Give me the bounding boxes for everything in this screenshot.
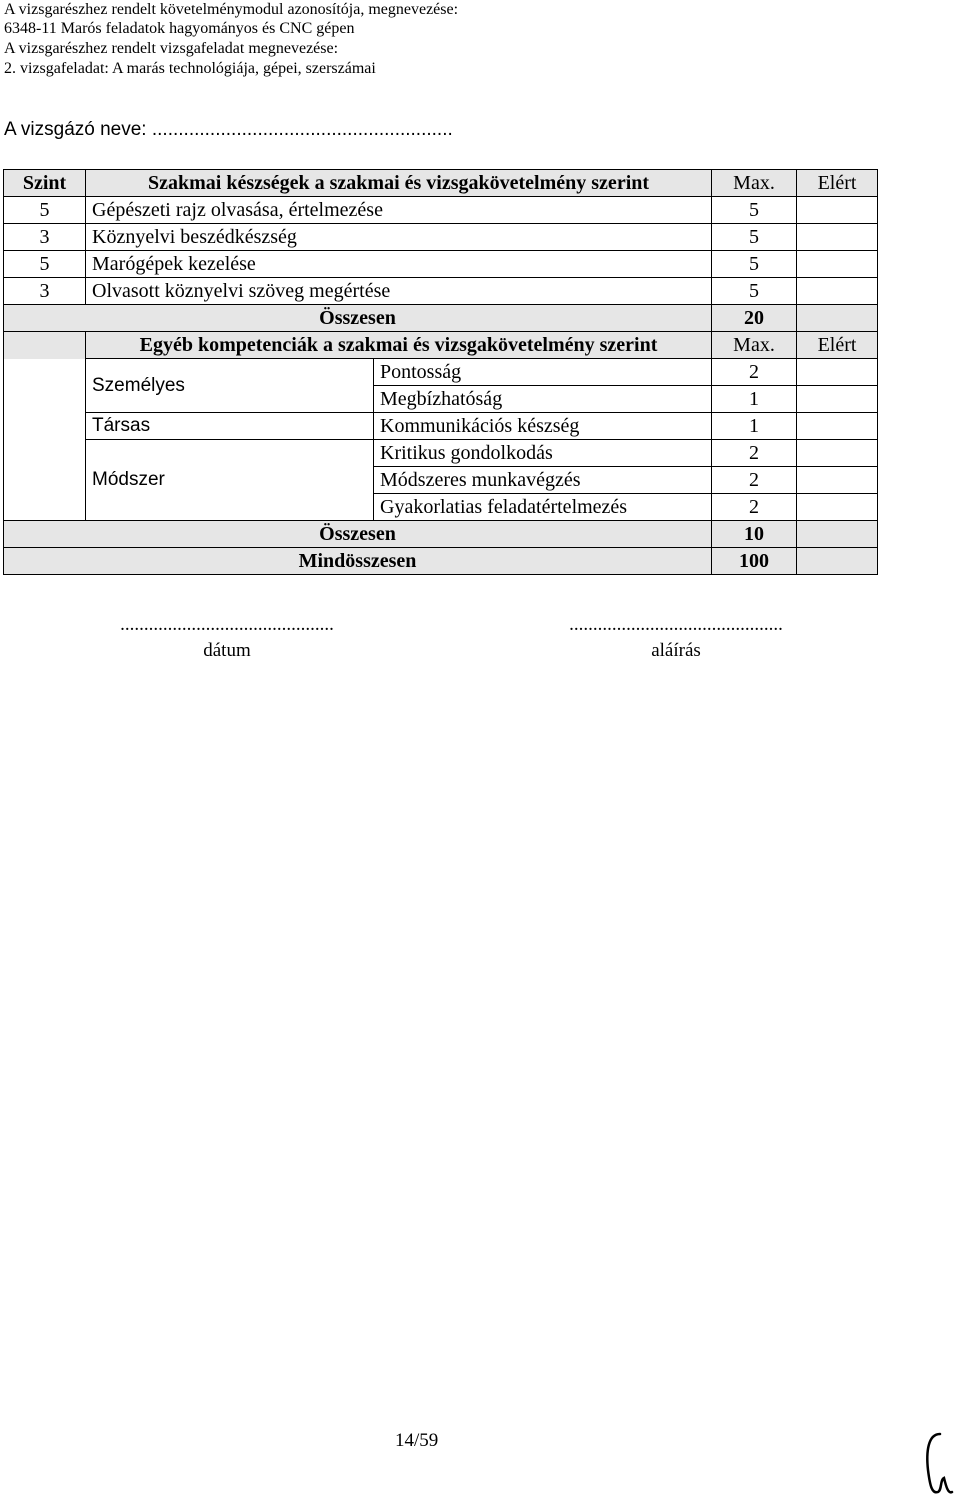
date-dotted-line: .............................................	[120, 614, 334, 635]
skill-row	[4, 197, 878, 224]
spacer-cell	[4, 359, 86, 386]
competencies-total-max: 10	[712, 521, 797, 548]
skill-achieved-cell[interactable]	[797, 278, 878, 305]
skill-achieved-cell[interactable]	[797, 251, 878, 278]
competency-max: 1	[712, 413, 797, 440]
grand-total-row	[4, 548, 878, 575]
competency-row	[4, 413, 878, 440]
competency-category: Társas	[86, 413, 374, 440]
competency-name: Pontosság	[374, 359, 712, 386]
competency-category: Módszer	[86, 440, 374, 521]
logo-icon	[918, 1428, 958, 1500]
competency-achieved-cell[interactable]	[797, 413, 878, 440]
competency-achieved-cell[interactable]	[797, 359, 878, 386]
spacer-cell	[4, 413, 86, 440]
date-label: dátum	[203, 640, 251, 661]
skill-max: 5	[712, 224, 797, 251]
competency-max: 2	[712, 359, 797, 386]
examinee-name-line: A vizsgázó neve: .........................................................	[4, 119, 453, 140]
spacer-cell	[4, 440, 86, 467]
signature-dotted-line: .............................................	[569, 614, 783, 635]
competency-name: Módszeres munkavégzés	[374, 467, 712, 494]
skill-max: 5	[712, 197, 797, 224]
skills-header-row	[4, 170, 878, 197]
skill-row	[4, 278, 878, 305]
achieved-header: Elért	[797, 170, 878, 197]
spacer-cell	[4, 386, 86, 413]
skill-level: 3	[4, 224, 86, 251]
header-line-3: A vizsgarészhez rendelt vizsgafeladat megnevezése:	[4, 40, 339, 57]
competency-max: 2	[712, 440, 797, 467]
competencies-title-header: Egyéb kompetenciák a szakmai és vizsgakövetelmény szerint	[86, 332, 712, 359]
competency-max: 2	[712, 467, 797, 494]
skills-total-label: Összesen	[4, 305, 712, 332]
max-header: Max.	[712, 332, 797, 359]
spacer-cell	[4, 494, 86, 521]
competency-category: Személyes	[86, 359, 374, 413]
max-header: Max.	[712, 170, 797, 197]
skill-max: 5	[712, 251, 797, 278]
page-number: 14/59	[395, 1430, 439, 1451]
skill-max: 5	[712, 278, 797, 305]
skill-name: Gépészeti rajz olvasása, értelmezése	[86, 197, 712, 224]
competency-achieved-cell[interactable]	[797, 386, 878, 413]
competency-name: Kommunikációs készség	[374, 413, 712, 440]
spacer-cell	[4, 332, 86, 359]
competency-achieved-cell[interactable]	[797, 440, 878, 467]
grand-total-achieved-cell[interactable]	[797, 548, 878, 575]
skills-total-max: 20	[712, 305, 797, 332]
skill-level: 5	[4, 251, 86, 278]
grand-total-label: Mindösszesen	[4, 548, 712, 575]
skills-total-row	[4, 305, 878, 332]
competency-max: 2	[712, 494, 797, 521]
skill-level: 5	[4, 197, 86, 224]
date-signature-block	[92, 612, 362, 664]
skill-row	[4, 224, 878, 251]
competency-achieved-cell[interactable]	[797, 467, 878, 494]
competency-name: Kritikus gondolkodás	[374, 440, 712, 467]
competency-achieved-cell[interactable]	[797, 494, 878, 521]
competencies-header-row	[4, 332, 878, 359]
skill-name: Olvasott köznyelvi szöveg megértése	[86, 278, 712, 305]
grand-total-max: 100	[712, 548, 797, 575]
header-line-1: A vizsgarészhez rendelt követelménymodul azonosítója, megnevezése:	[4, 1, 459, 18]
skill-name: Marógépek kezelése	[86, 251, 712, 278]
competencies-total-row	[4, 521, 878, 548]
signature-block	[540, 612, 812, 664]
spacer-cell	[4, 467, 86, 494]
competency-max: 1	[712, 386, 797, 413]
competency-row	[4, 359, 878, 386]
competency-name: Megbízhatóság	[374, 386, 712, 413]
header-line-4: 2. vizsgafeladat: A marás technológiája, gépei, szerszámai	[4, 60, 376, 77]
competency-row	[4, 440, 878, 467]
skills-total-achieved-cell[interactable]	[797, 305, 878, 332]
skill-level: 3	[4, 278, 86, 305]
level-header: Szint	[4, 170, 86, 197]
signature-label: aláírás	[651, 640, 701, 661]
header-line-2: 6348-11 Marós feladatok hagyományos és CNC gépen	[4, 20, 355, 37]
skills-title-header: Szakmai készségek a szakmai és vizsgakövetelmény szerint	[86, 170, 712, 197]
skill-achieved-cell[interactable]	[797, 197, 878, 224]
skill-name: Köznyelvi beszédkészség	[86, 224, 712, 251]
competency-name: Gyakorlatias feladatértelmezés	[374, 494, 712, 521]
competencies-total-achieved-cell[interactable]	[797, 521, 878, 548]
grading-table	[3, 169, 878, 575]
skill-achieved-cell[interactable]	[797, 224, 878, 251]
competencies-total-label: Összesen	[4, 521, 712, 548]
skill-row	[4, 251, 878, 278]
achieved-header: Elért	[797, 332, 878, 359]
